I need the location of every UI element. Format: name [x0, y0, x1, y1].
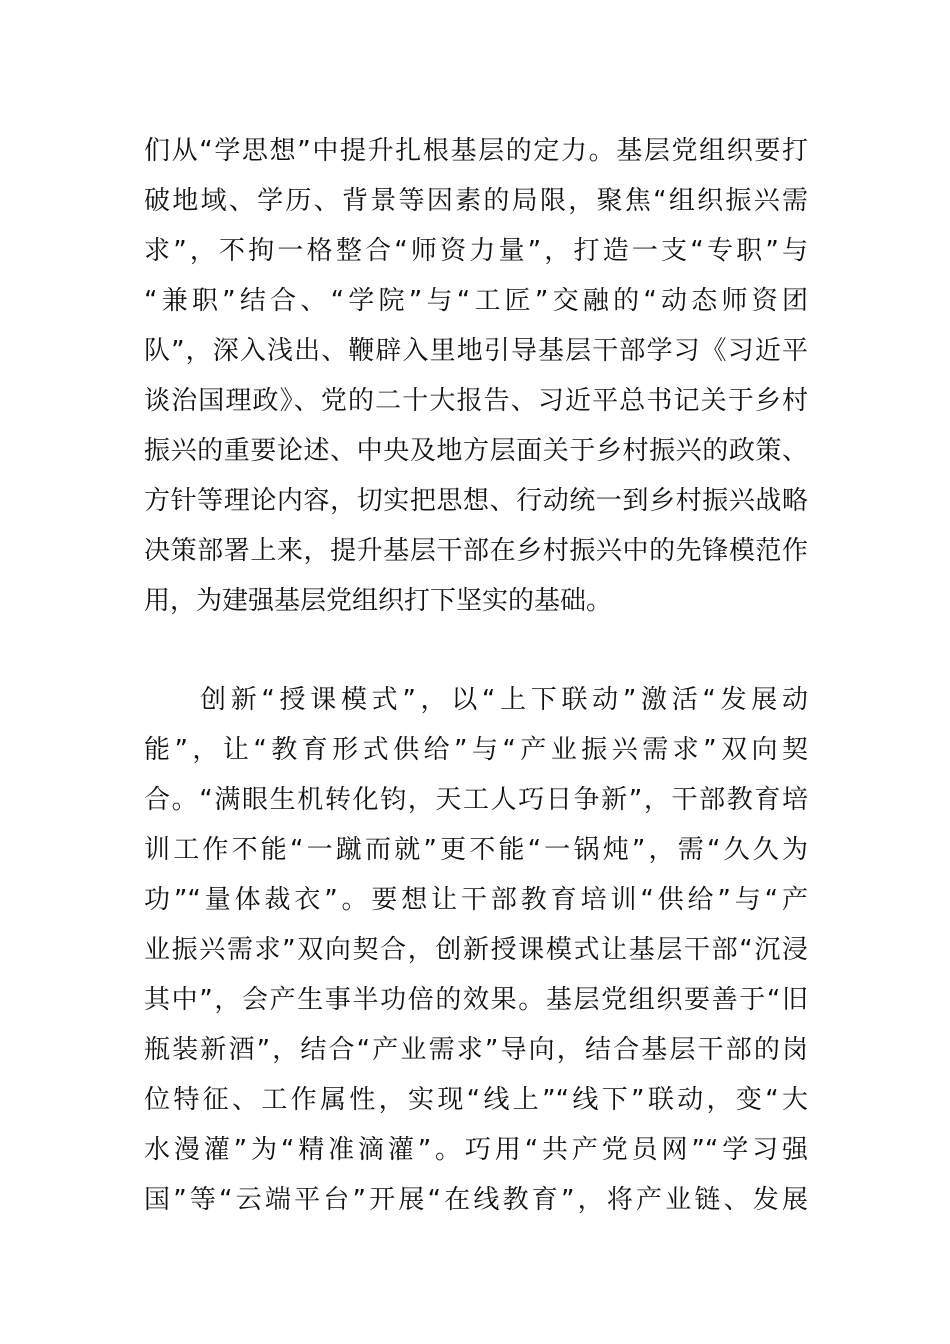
- paragraph-1-line-10: 用，为建强基层党组织打下坚实的基础。: [144, 586, 613, 616]
- paragraph-1-line-5: 队”，深入浅出、鞭辟入里地引导基层干部学习《习近平: [144, 336, 808, 366]
- paragraph-2-line-3: 合。“满眼生机转化钧，天工人巧日争新”，干部教育培: [144, 785, 808, 815]
- paragraph-1-line-4: “兼职”结合、“学院”与“工匠”交融的“动态师资团: [144, 286, 808, 316]
- paragraph-1-line-3: 求”，不拘一格整合“师资力量”，打造一支“专职”与: [144, 236, 808, 266]
- paragraph-2-line-6: 业振兴需求”双向契合，创新授课模式让基层干部“沉浸: [144, 935, 808, 965]
- paragraph-1-line-1: 们从“学思想”中提升扎根基层的定力。基层党组织要打: [144, 136, 808, 166]
- paragraph-2-line-1: 创新“授课模式”，以“上下联动”激活“发展动: [200, 685, 808, 715]
- paragraph-2-line-9: 位特征、工作属性，实现“线上”“线下”联动，变“大: [144, 1085, 808, 1115]
- paragraph-2-line-7: 其中”，会产生事半功倍的效果。基层党组织要善于“旧: [144, 985, 808, 1015]
- paragraph-2-line-2: 能”，让“教育形式供给”与“产业振兴需求”双向契: [144, 735, 808, 765]
- paragraph-1-line-6: 谈治国理政》、党的二十大报告、习近平总书记关于乡村: [144, 386, 808, 416]
- paragraph-1-line-2: 破地域、学历、背景等因素的局限，聚焦“组织振兴需: [144, 186, 808, 216]
- paragraph-2-line-10: 水漫灌”为“精准滴灌”。巧用“共产党员网”“学习强: [144, 1135, 808, 1165]
- paragraph-1-line-8: 方针等理论内容，切实把思想、行动统一到乡村振兴战略: [144, 486, 808, 516]
- paragraph-2-line-5: 功”“量体裁衣”。要想让干部教育培训“供给”与“产: [144, 885, 808, 915]
- paragraph-1-line-7: 振兴的重要论述、中央及地方层面关于乡村振兴的政策、: [144, 436, 808, 466]
- paragraph-2-line-4: 训工作不能“一蹴而就”更不能“一锅炖”，需“久久为: [144, 835, 808, 865]
- paragraph-2-line-8: 瓶装新酒”，结合“产业需求”导向，结合基层干部的岗: [144, 1035, 808, 1065]
- paragraph-2-line-11: 国”等“云端平台”开展“在线教育”，将产业链、发展: [144, 1185, 808, 1215]
- paragraph-1-line-9: 决策部署上来，提升基层干部在乡村振兴中的先锋模范作: [144, 536, 808, 566]
